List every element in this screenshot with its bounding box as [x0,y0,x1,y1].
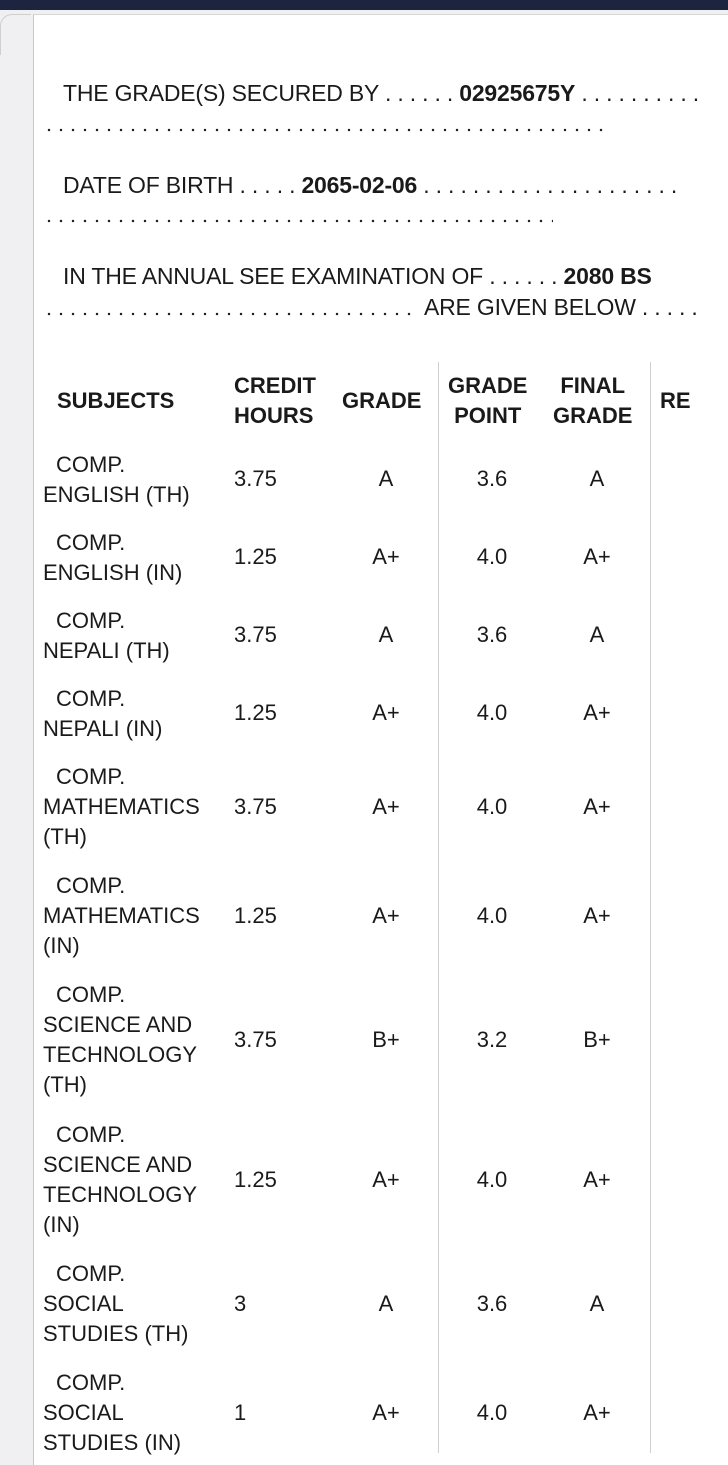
grade-cell: A+ [372,700,400,725]
final-grade-cell: A+ [583,700,611,725]
final-grade-cell: A+ [583,903,611,928]
subject-name [43,1120,197,1240]
subject-prefix: COMP. [56,1370,126,1395]
credit-hours-cell: 1.25 [234,903,277,928]
subject-name [43,606,170,666]
subject-name [43,980,197,1100]
exam-label: IN THE ANNUAL SEE EXAMINATION OF [63,263,484,289]
grade-point-cell: 3.6 [476,466,508,491]
grade-point-cell: 4.0 [476,700,508,725]
subject-name [43,1259,188,1349]
given-below-line: ARE GIVEN BELOW . . . . . [424,294,698,320]
final-grade-cell: A [589,466,605,491]
subject-title: ENGLISH (TH) [43,482,190,507]
final-grade-cell: A+ [583,794,611,819]
grade-point-cell: 3.6 [476,1291,508,1316]
subject-prefix: COMP. [56,686,126,711]
subject-title: MATHEMATICS (TH) [43,794,200,849]
column-divider [650,362,651,1453]
subject-name [43,762,200,852]
final-grade-cell: A [589,622,605,647]
subject-prefix: COMP. [56,764,126,789]
credit-hours-cell: 1.25 [234,700,277,725]
subject-name [43,1368,181,1458]
final-grade-cell: A+ [583,1167,611,1192]
dob-label: DATE OF BIRTH [63,172,234,198]
grade-cell: A+ [372,1400,400,1425]
credit-hours-cell: 3.75 [234,1027,277,1052]
credit-hours-cell: 3 [234,1291,247,1316]
final-grade-cell: A+ [583,1400,611,1425]
subject-prefix: COMP. [56,452,126,477]
dotted-line [43,128,603,132]
secured-by-label: THE GRADE(S) SECURED BY [63,80,379,106]
col-header-grade-point: GRADE POINT [448,373,528,428]
col-header-subjects: SUBJECTS [57,388,175,413]
credit-hours-cell: 1.25 [234,1167,277,1192]
subject-name [43,528,182,588]
given-below-text: ARE GIVEN BELOW [424,294,636,320]
final-grade-cell: B+ [583,1027,611,1052]
exam-value: 2080 BS [563,263,652,289]
col-header-final-grade: FINAL GRADE [553,373,633,428]
grade-cell: B+ [372,1027,400,1052]
grade-cell: A [378,466,394,491]
grade-point-cell: 4.0 [476,1167,508,1192]
subject-title: ENGLISH (IN) [43,560,183,585]
subject-title: SOCIAL STUDIES (IN) [43,1400,182,1455]
grade-point-cell: 4.0 [476,794,508,819]
subject-prefix: COMP. [56,1122,126,1147]
dob-line: DATE OF BIRTH . . . . . 2065-02-06 . . . . . . . . . . . . . . . . . . . . . [63,172,678,198]
grade-cell: A+ [372,544,400,569]
subject-title: SCIENCE AND TECHNOLOGY (IN) [43,1152,198,1237]
subject-title: NEPALI (TH) [43,638,170,663]
dotted-line [43,219,553,223]
credit-hours-cell: 1.25 [234,544,277,569]
page-corner [0,14,31,55]
subject-title: SCIENCE AND TECHNOLOGY (TH) [43,1012,198,1097]
top-bar [0,0,728,10]
exam-line: IN THE ANNUAL SEE EXAMINATION OF . . . . . . 2080 BS [63,263,652,289]
grade-cell: A [378,1291,394,1316]
subject-name [43,871,200,961]
grade-point-cell: 4.0 [476,903,508,928]
grade-point-cell: 3.2 [476,1027,508,1052]
col-header-grade: GRADE [342,388,422,413]
subject-title: SOCIAL STUDIES (TH) [43,1291,189,1346]
subject-name [43,684,162,744]
dob-value: 2065-02-06 [301,172,418,198]
grade-cell: A+ [372,903,400,928]
subject-name [43,450,190,510]
grade-point-cell: 4.0 [476,1400,508,1425]
final-grade-cell: A [589,1291,605,1316]
subject-prefix: COMP. [56,608,126,633]
grade-point-cell: 4.0 [476,544,508,569]
final-grade-cell: A+ [583,544,611,569]
credit-hours-cell: 3.75 [234,622,277,647]
subject-prefix: COMP. [56,530,126,555]
col-header-remarks: RE [660,388,691,413]
grade-cell: A+ [372,1167,400,1192]
subject-prefix: COMP. [56,1261,126,1286]
secured-by-value: 02925675Y [459,80,576,106]
subject-title: NEPALI (IN) [43,716,163,741]
dotted-line [43,312,413,316]
credit-hours-cell: 3.75 [234,794,277,819]
grade-point-cell: 3.6 [476,622,508,647]
credit-hours-cell: 1 [234,1400,247,1425]
grade-cell: A [378,622,394,647]
column-divider [438,362,439,1453]
subject-prefix: COMP. [56,982,126,1007]
grade-cell: A+ [372,794,400,819]
subject-prefix: COMP. [56,873,126,898]
subject-title: MATHEMATICS (IN) [43,903,200,958]
credit-hours-cell: 3.75 [234,466,277,491]
secured-by-line: THE GRADE(S) SECURED BY . . . . . . 02925675Y . . . . . . . . . . [63,80,699,106]
col-header-credit-hours: CREDIT HOURS [234,373,316,428]
